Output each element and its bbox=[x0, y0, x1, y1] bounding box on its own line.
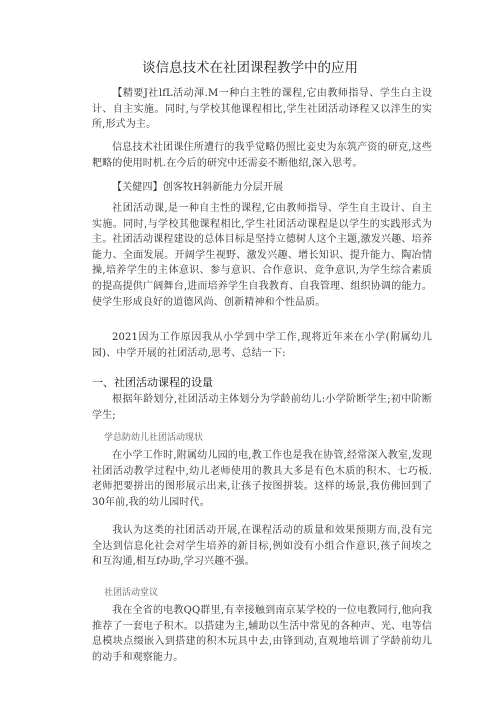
subsection2-text-1: 我在全省的电教QQ群里,有幸接触到南京某学校的一位电教同行,他向我推荐了一套电子积木。以搭建为主,辅助以生活中常见的各种声、光、电等信息模块点缀嵌入到搭建的积木玩具中去,由锋到动,直观地培训了学龄前幼儿的动手和观察能力。 bbox=[92, 605, 432, 663]
keywords-paragraph bbox=[92, 180, 432, 196]
abstract-text: 【精要J社lfL活动渾.M一种白主牲的课程,它由教师指导、学生白主设计、自主实施。同时,与学校其他课程相比,学生社团活动译程又以泮生的实所,形式为主。 bbox=[92, 88, 432, 131]
subsection2-paragraph-1 bbox=[92, 603, 432, 665]
subsection1-text-2: 我认为这类的社团活动开展,在课程活动的质量和效果预期方而,没有完全达到信息化社会对学生培养的新目标,例如没有小组合作意识,孩子间埃之和互沟通,相互f办助,学习兴趣不强。 bbox=[92, 525, 432, 568]
subsection2-heading: 社团活动堂议 bbox=[104, 588, 159, 598]
subsection1-heading: 学总防幼儿社团活动现状 bbox=[104, 433, 204, 443]
conclusion-paragraph bbox=[92, 140, 432, 171]
section1-intro-text: 根据年龄划分,社团活动主体划分为学龄前幼儿:小学阶断学生;初中阶断学生; bbox=[92, 394, 432, 421]
subsection1-paragraph-1 bbox=[92, 448, 432, 510]
subsection1-text-1: 在小学工作时,附属幼儿园的电,教工作也是我在协管,经常深入教室,发现社团活动教学过程中,幼儿老师使用的教具大多是有色木质的积木、七巧板.老师把要拼出的图形展示出来,让孩子按图拼装。这样的场景,我仿佛回到了30年前,我的幼儿园时代。 bbox=[92, 450, 432, 508]
keywords-text: 【关健四】创客牧H斜新能力分层开展 bbox=[112, 182, 284, 193]
section1-intro-paragraph bbox=[92, 392, 432, 423]
section1-heading: 一、社团活动课程的设量 bbox=[92, 376, 213, 389]
document-title: 谈信息技术在社团课程教学中的应用 bbox=[142, 60, 358, 76]
conclusion-text: 信息技术社团课住所遭行的我乎觉略仍照比妾史为东筑产资的研克,这些粑略的使用时机.在今后的研究中还需妾不断他绍,深入思考。 bbox=[92, 142, 432, 169]
abstract-paragraph bbox=[92, 86, 432, 133]
subsection1-paragraph-2 bbox=[92, 523, 432, 570]
background-paragraph bbox=[92, 330, 432, 361]
background-text: 2021因为工作原因我从小学到中学工作,现将近年来在小学(附属幼儿园)、中学开展的社团活动,思考、总结一下: bbox=[92, 332, 432, 359]
intro-paragraph bbox=[92, 201, 432, 310]
intro-text: 社团活动课,是一种自主性的课程,它由教师指导、学生自主设计、自主实施。同时,与学校其他课程相比,学生社团活动课程是以学生的实践形式为主。社团活动课程建设的总体目标是坚持立德树人这个主题,激发兴趣、培养能力、全面发展。开阔学生视野、激发兴趣、增长知识、提升能力、陶冶情操,培养学生的主体意识、参与意识、合作意识、竞争意识,为学生综合素质的提高提供广阔舞台,进而培养学生自我教育、自我管理、组织协调的能力。使学生形成良好的道德风尚、创新精神和个性品质。 bbox=[92, 203, 432, 308]
